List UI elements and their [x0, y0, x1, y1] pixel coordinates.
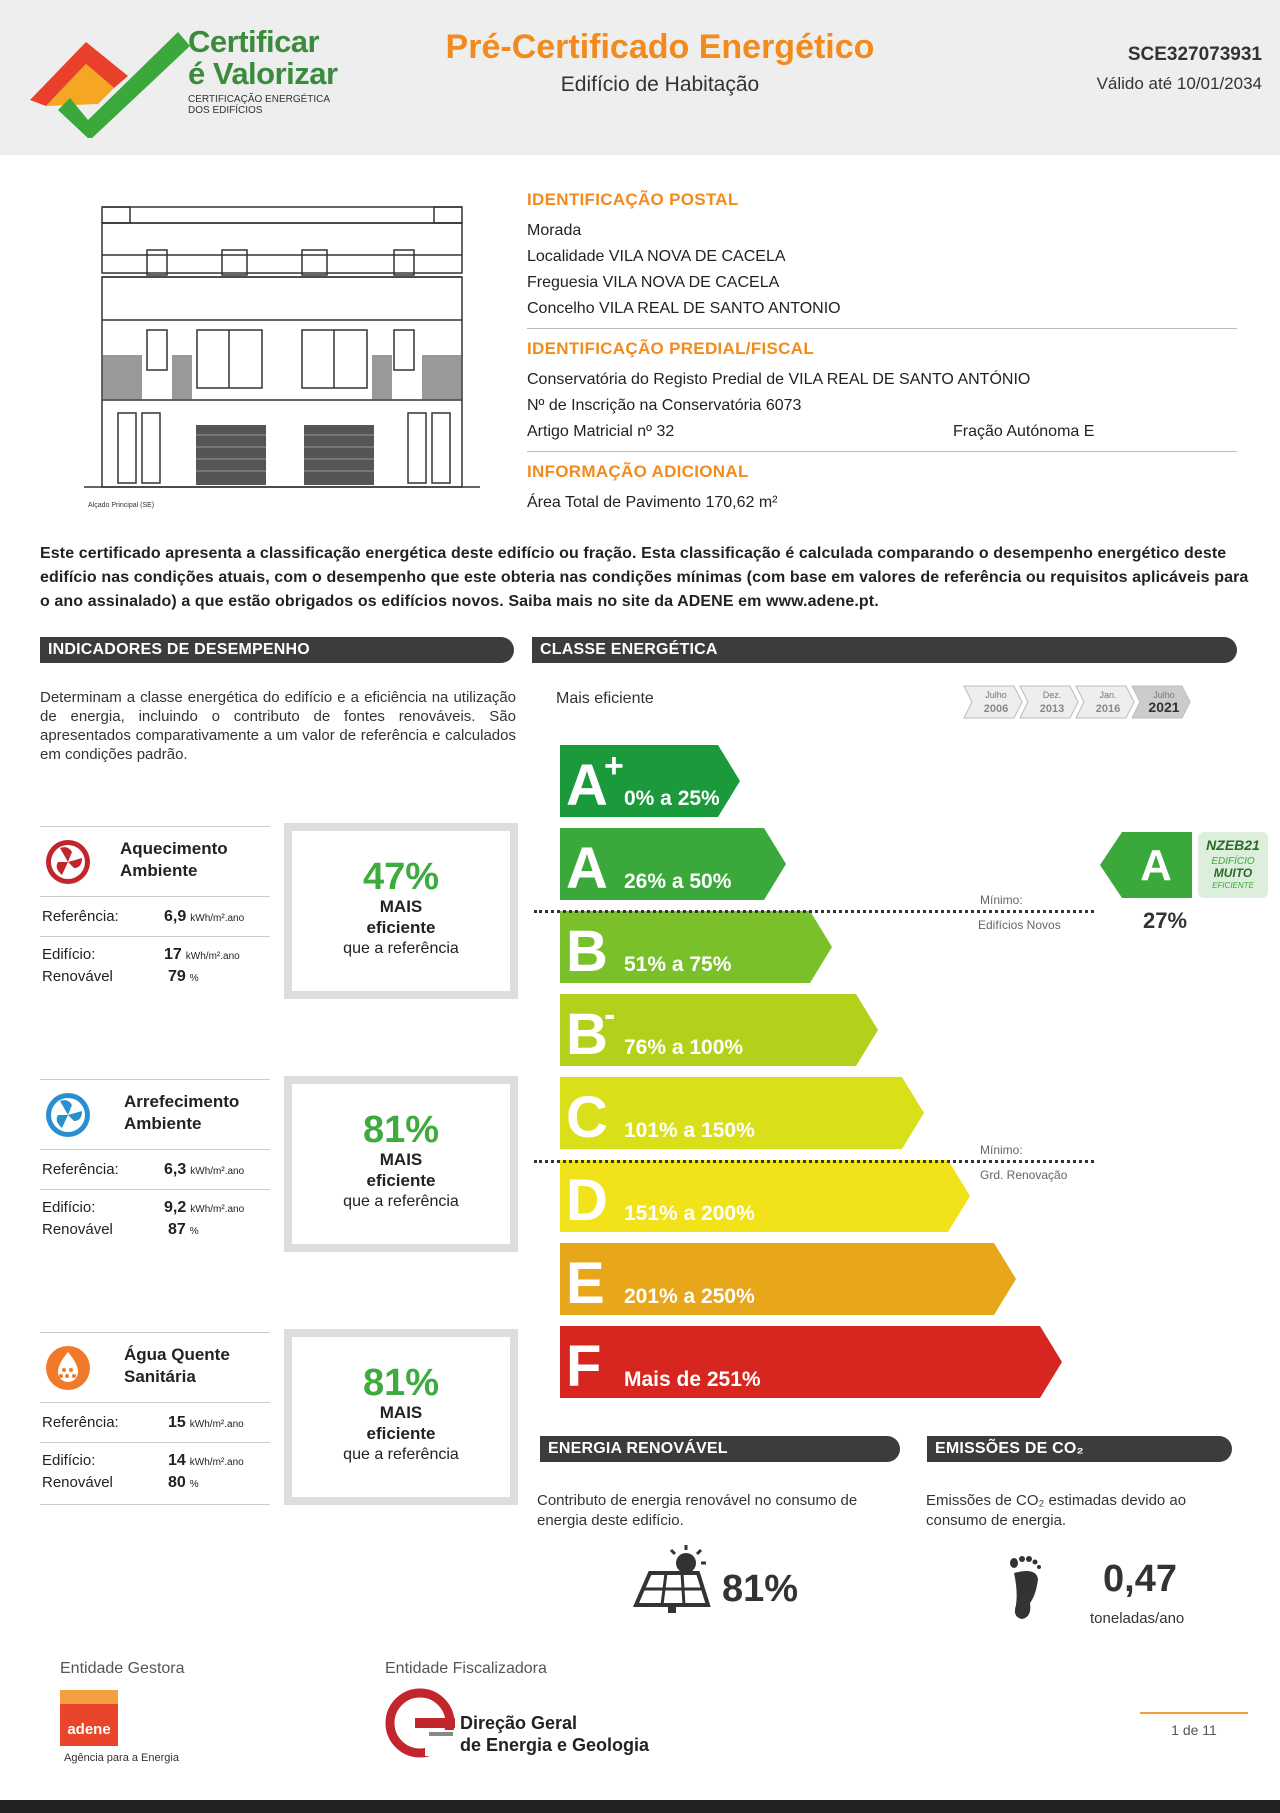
dgeg-line1: Direção Geral: [460, 1713, 578, 1733]
year-month: Dez.: [1042, 690, 1062, 700]
area-line: Área Total de Pavimento 170,62 m²: [527, 494, 778, 511]
eficiente-label: eficiente: [366, 1171, 436, 1190]
edif-value: [168, 1452, 244, 1470]
classe-heading: CLASSE ENERGÉTICA: [532, 637, 1237, 663]
certificate-info: [1097, 44, 1262, 94]
postal-heading: IDENTIFICAÇÃO POSTAL: [527, 190, 739, 209]
nzeb-edificio: EDIFÍCIO: [1211, 856, 1255, 867]
class-superscript: +: [604, 747, 624, 785]
divider: [527, 328, 1237, 329]
edif-number: 9,2: [164, 1199, 187, 1216]
class-bar-8: [560, 1326, 1062, 1399]
edificio-row: [42, 1452, 270, 1469]
name-line2: Ambiente: [120, 861, 198, 880]
certificate-code: SCE327073931: [1127, 44, 1262, 65]
renovavel-row: [42, 1474, 270, 1491]
current-class-letter: A: [1140, 841, 1172, 890]
mais-label: MAIS: [379, 1150, 423, 1169]
edif-label: Edifício:: [42, 946, 96, 963]
class-bar-3: [560, 911, 832, 984]
building-elevation-drawing: [82, 195, 482, 515]
renovavel-value: 81%: [722, 1568, 799, 1610]
class-range: 26% a 50%: [624, 870, 732, 893]
unit: kWh/m².ano: [185, 951, 240, 962]
page-number: 1 de 11: [1140, 1712, 1248, 1738]
ref-number: 6,3: [164, 1161, 187, 1178]
year-step-1: [964, 686, 1022, 718]
year-value: 2006: [983, 703, 1009, 715]
indicator-cooling: [40, 1079, 270, 1254]
class-range: 51% a 75%: [624, 953, 732, 976]
dgeg-name: [460, 1712, 649, 1756]
unit: kWh/m².ano: [190, 1204, 245, 1215]
edif-number: 14: [168, 1452, 186, 1469]
emissoes-value: 0,47: [1103, 1558, 1177, 1600]
ref-number: 15: [168, 1414, 186, 1431]
name-line1: Aquecimento: [120, 839, 228, 858]
class-letter: D: [566, 1168, 608, 1233]
predial-heading: IDENTIFICAÇÃO PREDIAL/FISCAL: [527, 339, 815, 358]
referencia-label: que a referência: [343, 940, 459, 957]
year-timeline: [960, 684, 1230, 720]
divider: [40, 896, 270, 897]
footprint-icon: [1008, 1555, 1044, 1621]
name-line1: Arrefecimento: [124, 1092, 240, 1111]
year-month: Julho: [1153, 690, 1175, 700]
concelho-line: Concelho VILA REAL DE SANTO ANTONIO: [527, 300, 841, 317]
edif-number: 17: [164, 946, 182, 963]
class-bar-shape: [560, 1160, 970, 1232]
class-bar-1: [560, 745, 740, 818]
ref-value: [168, 1414, 244, 1432]
divider: [40, 826, 270, 827]
divider: [40, 1332, 270, 1333]
logo-text: [188, 26, 338, 116]
divider: [40, 1079, 270, 1080]
class-range: 201% a 250%: [624, 1285, 755, 1308]
renovavel-row: [42, 968, 270, 985]
hot-water-icon: [44, 1344, 92, 1392]
ref-label: Referência:: [42, 1414, 119, 1431]
class-letter: A: [566, 836, 608, 901]
fracao-value: Fração Autónoma E: [953, 423, 1095, 440]
ren-label: Renovável: [42, 968, 113, 985]
ren-label: Renovável: [42, 1221, 113, 1238]
min-new-label: Mínimo:: [980, 893, 1023, 907]
edif-value: [164, 1199, 244, 1217]
indicadores-description: Determinam a classe energética do edifício e a eficiência na utilização de energia, incluindo o contributo de fontes renováveis. São apresentados comparativamente a um valor de referência e calculados em condições padrão.: [40, 689, 516, 763]
referencia-row: [42, 908, 270, 925]
energy-class-scale: [560, 745, 1120, 1415]
adene-text: adene: [67, 1721, 111, 1738]
year-value: 2016: [1095, 703, 1121, 715]
indicator-name: [124, 1344, 230, 1388]
divider: [40, 936, 270, 937]
divider: [40, 1402, 270, 1403]
ren-value: [168, 968, 199, 986]
divider: [40, 1189, 270, 1190]
nzeb-label: NZEB21: [1206, 837, 1260, 853]
header: [0, 0, 1280, 155]
indicator-hot-water: [40, 1332, 270, 1507]
divider: [527, 451, 1237, 452]
identification-section: [527, 190, 1237, 516]
eficiente-label: eficiente: [366, 1424, 436, 1443]
class-superscript: -: [604, 996, 616, 1034]
edificio-row: [42, 946, 270, 963]
bottom-bar: [0, 1800, 1280, 1813]
unit: kWh/m².ano: [190, 913, 245, 924]
unit: kWh/m².ano: [189, 1419, 244, 1430]
year-value: 2013: [1039, 703, 1065, 715]
title: Pré-Certificado Energético: [445, 28, 875, 66]
adene-tagline: Agência para a Energia: [64, 1752, 179, 1764]
efficiency-box-heating: [284, 823, 518, 999]
divider: [40, 1504, 270, 1505]
emissoes-description: Emissões de CO₂ estimadas devido ao consumo de energia.: [926, 1492, 1187, 1529]
cooling-fan-icon: [44, 1091, 92, 1139]
class-bar-6: [560, 1160, 970, 1233]
renovavel-row: [42, 1221, 270, 1238]
renovavel-description: Contributo de energia renovável no consumo de energia deste edifício.: [537, 1492, 858, 1529]
logo-line2: é Valorizar: [188, 56, 338, 91]
adene-logo-icon: [60, 1690, 118, 1746]
indicator-name: [120, 838, 228, 882]
ren-value: [168, 1474, 199, 1492]
name-line2: Sanitária: [124, 1367, 196, 1386]
year-month: Julho: [985, 690, 1007, 700]
validity-date: Válido até 10/01/2034: [1096, 74, 1262, 93]
divider: [40, 1149, 270, 1150]
solar-panel-icon: [626, 1545, 716, 1615]
name-line1: Água Quente: [124, 1345, 230, 1364]
class-letter: C: [566, 1085, 608, 1150]
ren-number: 79: [168, 968, 186, 985]
minimum-new-line: [534, 910, 1094, 913]
divider: [40, 1442, 270, 1443]
efficiency-percent: 81%: [362, 1362, 440, 1404]
referencia-label: que a referência: [343, 1446, 459, 1463]
indicator-name: [124, 1091, 239, 1135]
minimum-renovation-line: [534, 1160, 1094, 1163]
year-step-4: [1132, 686, 1190, 718]
year-step-3: [1076, 686, 1134, 718]
current-class-percent: 27%: [1143, 908, 1188, 933]
edificio-row: [42, 1199, 270, 1216]
dgeg-line2: de Energia e Geologia: [460, 1735, 650, 1755]
conservatoria-line: Conservatória do Registo Predial de VILA REAL DE SANTO ANTÓNIO: [527, 371, 1031, 388]
referencia-row: [42, 1161, 270, 1178]
localidade-line: Localidade VILA NOVA DE CACELA: [527, 248, 786, 265]
inscricao-line: Nº de Inscrição na Conservatória 6073: [527, 397, 802, 414]
building-caption: Alçado Principal (SE): [88, 502, 155, 509]
class-letter: A: [566, 753, 608, 818]
dgeg-logo-icon: [385, 1688, 455, 1758]
mais-label: MAIS: [379, 897, 423, 916]
logo-sub2: DOS EDIFÍCIOS: [188, 105, 263, 116]
name-line2: Ambiente: [124, 1114, 202, 1133]
class-letter: B: [566, 1002, 608, 1067]
class-bar-7: [560, 1243, 1016, 1316]
class-bar-4: [560, 994, 878, 1067]
class-range: 151% a 200%: [624, 1202, 755, 1225]
entidade-gestora-label: Entidade Gestora: [60, 1660, 185, 1677]
ren-number: 87: [168, 1221, 186, 1238]
efficiency-box-cooling: [284, 1076, 518, 1252]
emissoes-heading: EMISSÕES DE CO₂: [927, 1436, 1232, 1462]
ref-label: Referência:: [42, 1161, 119, 1178]
unit: kWh/m².ano: [189, 1457, 244, 1468]
year-value: 2021: [1148, 699, 1180, 715]
class-letter: F: [566, 1334, 602, 1399]
class-letter: B: [566, 919, 608, 984]
logo-sub1: CERTIFICAÇÃO ENERGÉTICA: [188, 94, 331, 105]
subtitle: Edifício de Habitação: [560, 73, 760, 96]
artigo-value: Artigo Matricial nº 32: [527, 423, 675, 440]
year-month: Jan.: [1099, 690, 1117, 700]
min-new-label2: Edifícios Novos: [978, 918, 1061, 932]
logo-line1: Certificar: [188, 24, 320, 59]
unit: %: [189, 973, 199, 984]
mais-label: MAIS: [379, 1403, 423, 1422]
class-letter: E: [566, 1251, 605, 1316]
edif-label: Edifício:: [42, 1452, 96, 1469]
freguesia-line: Freguesia VILA NOVA DE CACELA: [527, 274, 780, 291]
referencia-label: que a referência: [343, 1193, 459, 1210]
class-bar-5: [560, 1077, 924, 1150]
nzeb-muito: MUITO: [1213, 866, 1253, 880]
nzeb-eficiente: EFICIENTE: [1212, 881, 1254, 890]
ref-label: Referência:: [42, 908, 119, 925]
ref-number: 6,9: [164, 908, 187, 925]
year-step-2: [1020, 686, 1078, 718]
indicator-heating: [40, 826, 270, 1001]
unit: %: [189, 1226, 199, 1237]
efficiency-percent: 47%: [362, 856, 440, 898]
min-reno-label2: Grd. Renovação: [980, 1168, 1068, 1182]
ref-value: [164, 908, 244, 926]
document-title: [400, 28, 920, 97]
class-range: 101% a 150%: [624, 1119, 755, 1142]
current-class-badge: [1100, 830, 1270, 900]
heating-fan-icon: [44, 838, 92, 886]
intro-text: Este certificado apresenta a classificação energética deste edifício ou fração. Esta classificação é calculada comparando o desempenho energético deste edifício nas condições atuais, com o desempenho que este obteria nas condições mínimas (com base em valores de referência ou requisitos aplicáveis para o ano assinalado) a que estão obrigados os edifícios novos. Saiba mais no site da ADENE em www.adene.pt.: [40, 545, 1249, 610]
unit: kWh/m².ano: [190, 1166, 245, 1177]
edif-label: Edifício:: [42, 1199, 96, 1216]
artigo-line: [527, 419, 1237, 445]
ren-label: Renovável: [42, 1474, 113, 1491]
efficiency-box-hot-water: [284, 1329, 518, 1505]
ref-value: [164, 1161, 244, 1179]
class-range: 0% a 25%: [624, 787, 720, 810]
emissoes-unit: toneladas/ano: [1090, 1610, 1185, 1627]
eficiente-label: eficiente: [366, 918, 436, 937]
indicadores-heading: INDICADORES DE DESEMPENHO: [40, 637, 514, 663]
class-range: 76% a 100%: [624, 1036, 744, 1059]
renovavel-heading: ENERGIA RENOVÁVEL: [540, 1436, 900, 1462]
class-range: Mais de 251%: [624, 1368, 761, 1391]
unit: %: [189, 1479, 199, 1490]
adicional-heading: INFORMAÇÃO ADICIONAL: [527, 462, 749, 481]
morada-line: [527, 218, 1237, 244]
mais-eficiente-label: Mais eficiente: [556, 690, 654, 707]
efficiency-percent: 81%: [362, 1109, 440, 1151]
min-reno-label: Mínimo:: [980, 1143, 1023, 1157]
ren-value: [168, 1221, 199, 1239]
referencia-row: [42, 1414, 270, 1431]
entidade-fiscalizadora-label: Entidade Fiscalizadora: [385, 1660, 547, 1677]
class-bar-2: [560, 828, 786, 901]
morada-label: Morada: [527, 222, 582, 239]
ren-number: 80: [168, 1474, 186, 1491]
edif-value: [164, 946, 240, 964]
